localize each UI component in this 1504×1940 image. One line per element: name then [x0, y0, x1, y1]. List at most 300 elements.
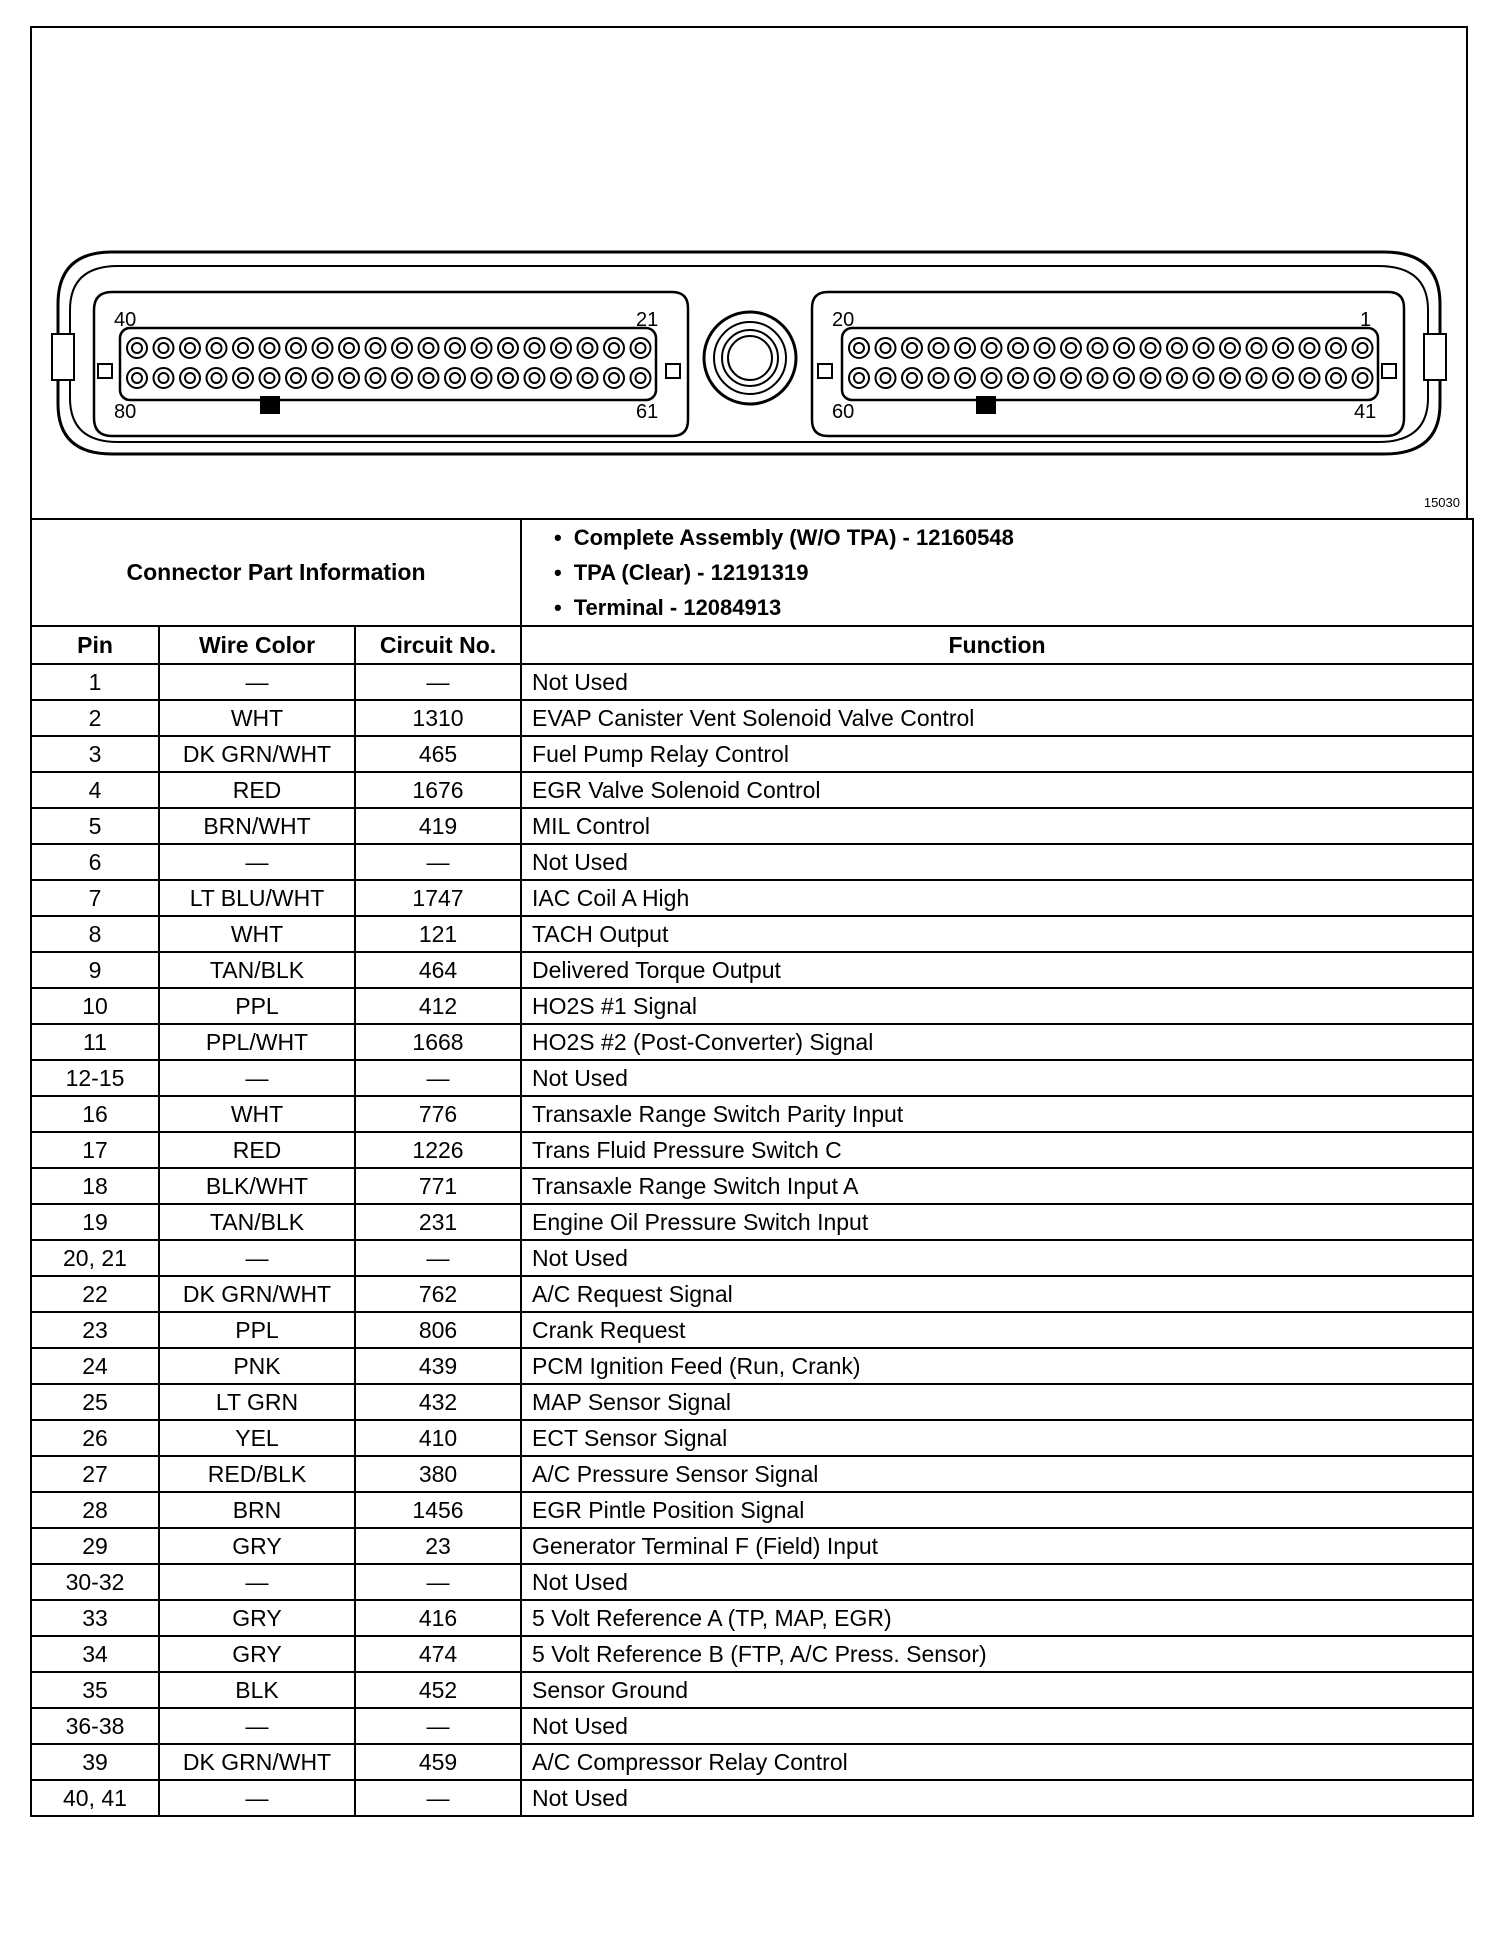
pin-cell: 12-15	[31, 1060, 159, 1096]
pin-terminal-center	[1172, 343, 1182, 353]
table-row	[31, 1564, 1473, 1600]
pin-cell: 7	[31, 880, 159, 916]
pin-terminal	[472, 338, 492, 358]
circuit-cell: 459	[355, 1744, 521, 1780]
function-cell: Engine Oil Pressure Switch Input	[521, 1204, 1473, 1240]
circuit-cell: 771	[355, 1168, 521, 1204]
pin-cell: 22	[31, 1276, 159, 1312]
pin-terminal-center	[1305, 343, 1315, 353]
circuit-cell: 1310	[355, 700, 521, 736]
pin-terminal	[604, 338, 624, 358]
polarization-key	[976, 396, 996, 414]
table-row	[31, 952, 1473, 988]
pin-terminal	[180, 368, 200, 388]
pin-terminal-center	[987, 343, 997, 353]
center-bolt-ring	[722, 330, 778, 386]
pin-cell: 20, 21	[31, 1240, 159, 1276]
function-cell: A/C Request Signal	[521, 1276, 1473, 1312]
function-cell: Trans Fluid Pressure Switch C	[521, 1132, 1473, 1168]
pin-terminal	[1008, 368, 1028, 388]
wire-color-cell: —	[159, 1708, 355, 1744]
pin-terminal	[1114, 368, 1134, 388]
function-cell: Fuel Pump Relay Control	[521, 736, 1473, 772]
pin-cell: 34	[31, 1636, 159, 1672]
wire-color-cell: RED	[159, 1132, 355, 1168]
wire-color-cell: WHT	[159, 916, 355, 952]
pin-terminal-center	[1358, 343, 1368, 353]
wire-color-cell: GRY	[159, 1600, 355, 1636]
wire-color-cell: BLK	[159, 1672, 355, 1708]
table-row	[31, 1312, 1473, 1348]
pin-terminal-center	[503, 373, 513, 383]
wire-color-cell: WHT	[159, 1096, 355, 1132]
pin-terminal-center	[1146, 373, 1156, 383]
wire-color-cell: TAN/BLK	[159, 1204, 355, 1240]
pin-terminal-center	[132, 373, 142, 383]
pin-cell: 29	[31, 1528, 159, 1564]
pin-cell: 23	[31, 1312, 159, 1348]
header-pin: Pin	[31, 626, 159, 664]
pin-terminal-center	[397, 343, 407, 353]
table-row	[31, 1060, 1473, 1096]
table-row	[31, 772, 1473, 808]
pin-terminal	[180, 338, 200, 358]
pin-terminal	[1114, 338, 1134, 358]
pin-terminal-center	[1252, 373, 1262, 383]
pin-terminal-center	[238, 373, 248, 383]
table-row	[31, 736, 1473, 772]
pin-cell: 28	[31, 1492, 159, 1528]
pin-terminal	[1167, 338, 1187, 358]
center-bolt-outer	[704, 312, 796, 404]
circuit-cell: 1668	[355, 1024, 521, 1060]
circuit-cell: —	[355, 1780, 521, 1816]
pin-label-21: 21	[636, 309, 659, 331]
wire-color-cell: GRY	[159, 1528, 355, 1564]
pin-cell: 24	[31, 1348, 159, 1384]
table-row	[31, 1348, 1473, 1384]
function-cell: TACH Output	[521, 916, 1473, 952]
pin-terminal-center	[1331, 373, 1341, 383]
pin-terminal	[1326, 368, 1346, 388]
pin-terminal	[876, 338, 896, 358]
function-cell: Transaxle Range Switch Parity Input	[521, 1096, 1473, 1132]
connector-info-row	[31, 519, 1473, 626]
pin-terminal-center	[397, 373, 407, 383]
pin-terminal-center	[960, 343, 970, 353]
pin-terminal-center	[1225, 373, 1235, 383]
circuit-cell: 1747	[355, 880, 521, 916]
wire-color-cell: PPL	[159, 1312, 355, 1348]
pin-terminal-center	[881, 343, 891, 353]
function-cell: Crank Request	[521, 1312, 1473, 1348]
pin-terminal	[154, 368, 174, 388]
pin-terminal-center	[185, 343, 195, 353]
pin-terminal-center	[291, 343, 301, 353]
wire-color-cell: BRN	[159, 1492, 355, 1528]
pin-terminal	[1220, 338, 1240, 358]
table-row	[31, 700, 1473, 736]
wire-color-cell: —	[159, 664, 355, 700]
pin-terminal	[233, 338, 253, 358]
pin-terminal	[313, 338, 333, 358]
function-cell: MIL Control	[521, 808, 1473, 844]
pin-terminal-center	[1199, 373, 1209, 383]
wire-color-cell: —	[159, 1780, 355, 1816]
pin-terminal	[1141, 368, 1161, 388]
wire-color-cell: —	[159, 1240, 355, 1276]
pin-terminal-center	[371, 373, 381, 383]
pin-cell: 5	[31, 808, 159, 844]
circuit-cell: —	[355, 844, 521, 880]
function-cell: Sensor Ground	[521, 1672, 1473, 1708]
pin-terminal	[127, 368, 147, 388]
pin-terminal	[631, 338, 651, 358]
pin-terminal	[1300, 368, 1320, 388]
pin-terminal-center	[934, 343, 944, 353]
pin-terminal-center	[450, 343, 460, 353]
table-row	[31, 664, 1473, 700]
wire-color-cell: —	[159, 1060, 355, 1096]
pin-terminal-center	[1040, 373, 1050, 383]
pin-cell: 10	[31, 988, 159, 1024]
pin-terminal-center	[636, 373, 646, 383]
pin-terminal-center	[477, 373, 487, 383]
table-row	[31, 1240, 1473, 1276]
pin-terminal-center	[265, 373, 275, 383]
wire-color-cell: DK GRN/WHT	[159, 1276, 355, 1312]
table-row	[31, 1204, 1473, 1240]
key-square	[98, 364, 112, 378]
pin-terminal	[1088, 338, 1108, 358]
pin-terminal-center	[318, 373, 328, 383]
pin-terminal	[876, 368, 896, 388]
pin-terminal	[498, 338, 518, 358]
wire-color-cell: —	[159, 844, 355, 880]
right-latch	[1424, 334, 1446, 380]
pin-terminal	[849, 338, 869, 358]
pin-terminal-center	[907, 343, 917, 353]
pin-terminal	[1353, 338, 1373, 358]
pin-terminal-center	[1278, 343, 1288, 353]
pin-cell: 3	[31, 736, 159, 772]
header-circuit-no: Circuit No.	[355, 626, 521, 664]
function-cell: Not Used	[521, 844, 1473, 880]
center-bolt-inner	[728, 336, 772, 380]
pin-terminal-center	[609, 373, 619, 383]
pin-terminal-center	[1013, 373, 1023, 383]
pin-terminal-center	[238, 343, 248, 353]
pin-terminal-center	[318, 343, 328, 353]
pin-terminal	[1273, 338, 1293, 358]
circuit-cell: 1676	[355, 772, 521, 808]
pin-terminal	[929, 338, 949, 358]
wire-color-cell: RED/BLK	[159, 1456, 355, 1492]
pin-terminal-center	[881, 373, 891, 383]
function-cell: Not Used	[521, 664, 1473, 700]
table-row	[31, 1672, 1473, 1708]
pin-terminal	[260, 338, 280, 358]
pin-terminal-center	[583, 343, 593, 353]
function-cell: A/C Pressure Sensor Signal	[521, 1456, 1473, 1492]
wire-color-cell: DK GRN/WHT	[159, 1744, 355, 1780]
pin-terminal	[578, 338, 598, 358]
function-cell: IAC Coil A High	[521, 880, 1473, 916]
pin-terminal-center	[1252, 343, 1262, 353]
pin-terminal	[1194, 368, 1214, 388]
wire-color-cell: RED	[159, 772, 355, 808]
pin-terminal	[929, 368, 949, 388]
pin-cell: 25	[31, 1384, 159, 1420]
function-cell: HO2S #1 Signal	[521, 988, 1473, 1024]
function-cell: ECT Sensor Signal	[521, 1420, 1473, 1456]
circuit-cell: 806	[355, 1312, 521, 1348]
pin-terminal	[849, 368, 869, 388]
table-row	[31, 1636, 1473, 1672]
table-row	[31, 1420, 1473, 1456]
pin-terminal	[551, 368, 571, 388]
pin-terminal	[313, 368, 333, 388]
pin-cell: 9	[31, 952, 159, 988]
pin-terminal-center	[477, 343, 487, 353]
pin-terminal-center	[1172, 373, 1182, 383]
pin-terminal-center	[424, 373, 434, 383]
connector-diagram	[32, 28, 1470, 522]
pin-terminal-center	[1013, 343, 1023, 353]
pin-terminal	[1326, 338, 1346, 358]
pin-terminal-center	[1305, 373, 1315, 383]
circuit-cell: 432	[355, 1384, 521, 1420]
function-cell: Delivered Torque Output	[521, 952, 1473, 988]
circuit-cell: 452	[355, 1672, 521, 1708]
pin-cell: 33	[31, 1600, 159, 1636]
pin-terminal	[419, 368, 439, 388]
wire-color-cell: PNK	[159, 1348, 355, 1384]
table-row	[31, 808, 1473, 844]
pin-cell: 17	[31, 1132, 159, 1168]
pin-label-60: 60	[832, 401, 855, 423]
pin-cell: 19	[31, 1204, 159, 1240]
pin-cell: 2	[31, 700, 159, 736]
pin-terminal-center	[1278, 373, 1288, 383]
pin-terminal	[902, 338, 922, 358]
pin-terminal	[339, 338, 359, 358]
pin-cell: 16	[31, 1096, 159, 1132]
pin-terminal	[631, 368, 651, 388]
circuit-cell: 121	[355, 916, 521, 952]
table-row	[31, 880, 1473, 916]
function-cell: Not Used	[521, 1240, 1473, 1276]
circuit-cell: 410	[355, 1420, 521, 1456]
pin-label-80: 80	[114, 401, 137, 423]
pin-terminal-center	[854, 343, 864, 353]
circuit-cell: 474	[355, 1636, 521, 1672]
pin-terminal-center	[185, 373, 195, 383]
function-cell: Generator Terminal F (Field) Input	[521, 1528, 1473, 1564]
pin-cell: 27	[31, 1456, 159, 1492]
pin-terminal	[604, 368, 624, 388]
pin-terminal	[366, 338, 386, 358]
pin-terminal	[982, 338, 1002, 358]
pin-terminal-center	[344, 373, 354, 383]
function-cell: Transaxle Range Switch Input A	[521, 1168, 1473, 1204]
pin-terminal	[1167, 368, 1187, 388]
connector-info-item: • TPA (Clear) - 12191319	[554, 555, 1462, 590]
pin-terminal	[445, 338, 465, 358]
pin-terminal-center	[503, 343, 513, 353]
pin-terminal	[286, 338, 306, 358]
pin-terminal	[955, 338, 975, 358]
pin-terminal-center	[1040, 343, 1050, 353]
pin-terminal	[472, 368, 492, 388]
pin-terminal	[982, 368, 1002, 388]
pin-cell: 11	[31, 1024, 159, 1060]
right-pin-block	[842, 328, 1378, 400]
pin-terminal-center	[636, 343, 646, 353]
polarization-key	[260, 396, 280, 414]
pin-terminal	[498, 368, 518, 388]
pin-label-1: 1	[1360, 309, 1372, 331]
key-square	[818, 364, 832, 378]
pin-cell: 4	[31, 772, 159, 808]
function-cell: HO2S #2 (Post-Converter) Signal	[521, 1024, 1473, 1060]
pin-terminal-center	[854, 373, 864, 383]
pin-terminal-center	[583, 373, 593, 383]
circuit-cell: 1456	[355, 1492, 521, 1528]
connector-diagram-panel	[30, 26, 1468, 520]
pin-cell: 1	[31, 664, 159, 700]
right-pin-block-frame	[812, 292, 1404, 436]
pin-terminal	[1300, 338, 1320, 358]
pin-terminal-center	[609, 343, 619, 353]
connector-info-item: • Complete Assembly (W/O TPA) - 12160548	[554, 520, 1462, 555]
function-cell: Not Used	[521, 1060, 1473, 1096]
function-cell: MAP Sensor Signal	[521, 1384, 1473, 1420]
pinout-sheet	[30, 26, 1472, 1928]
pin-terminal-center	[1225, 343, 1235, 353]
pin-terminal-center	[934, 373, 944, 383]
pin-terminal	[127, 338, 147, 358]
pin-terminal-center	[530, 343, 540, 353]
function-cell: Not Used	[521, 1564, 1473, 1600]
circuit-cell: 776	[355, 1096, 521, 1132]
header-function: Function	[521, 626, 1473, 664]
table-row	[31, 1780, 1473, 1816]
pin-cell: 6	[31, 844, 159, 880]
function-cell: EVAP Canister Vent Solenoid Valve Control	[521, 700, 1473, 736]
wire-color-cell: BLK/WHT	[159, 1168, 355, 1204]
pin-terminal	[1008, 338, 1028, 358]
pin-terminal	[207, 338, 227, 358]
pin-label-20: 20	[832, 309, 855, 331]
table-row	[31, 1528, 1473, 1564]
function-cell: Not Used	[521, 1780, 1473, 1816]
circuit-cell: 380	[355, 1456, 521, 1492]
pin-terminal	[1088, 368, 1108, 388]
function-cell: Not Used	[521, 1708, 1473, 1744]
pin-label-40: 40	[114, 309, 137, 331]
table-row	[31, 916, 1473, 952]
wire-color-cell: BRN/WHT	[159, 808, 355, 844]
table-row	[31, 1384, 1473, 1420]
pin-terminal	[207, 368, 227, 388]
pin-terminal	[260, 368, 280, 388]
circuit-cell: 464	[355, 952, 521, 988]
circuit-cell: —	[355, 1708, 521, 1744]
pin-label-41: 41	[1354, 401, 1377, 423]
pin-terminal	[339, 368, 359, 388]
pin-terminal-center	[212, 373, 222, 383]
pin-terminal-center	[159, 343, 169, 353]
table-row	[31, 1096, 1473, 1132]
figure-number: 15030	[1423, 495, 1460, 510]
table-header-row	[31, 626, 1473, 664]
pin-terminal	[551, 338, 571, 358]
table-row	[31, 844, 1473, 880]
pin-terminal-center	[556, 343, 566, 353]
pin-terminal	[366, 368, 386, 388]
pin-terminal	[525, 338, 545, 358]
table-row	[31, 1024, 1473, 1060]
pin-terminal	[445, 368, 465, 388]
pin-terminal-center	[132, 343, 142, 353]
connector-info-details	[521, 519, 1473, 626]
pin-cell: 30-32	[31, 1564, 159, 1600]
pin-terminal	[1247, 338, 1267, 358]
key-square	[666, 364, 680, 378]
table-row	[31, 1600, 1473, 1636]
pin-terminal	[1273, 368, 1293, 388]
function-cell: A/C Compressor Relay Control	[521, 1744, 1473, 1780]
pin-cell: 8	[31, 916, 159, 952]
pin-terminal	[578, 368, 598, 388]
left-pin-block	[120, 328, 656, 400]
connector-info-label: Connector Part Information	[31, 519, 521, 626]
pin-terminal	[1061, 338, 1081, 358]
pin-cell: 26	[31, 1420, 159, 1456]
pin-terminal	[1035, 338, 1055, 358]
function-cell: EGR Pintle Position Signal	[521, 1492, 1473, 1528]
table-row	[31, 1132, 1473, 1168]
pin-terminal-center	[556, 373, 566, 383]
left-pin-block-frame	[94, 292, 688, 436]
wire-color-cell: PPL/WHT	[159, 1024, 355, 1060]
wire-color-cell: GRY	[159, 1636, 355, 1672]
pin-terminal-center	[1093, 373, 1103, 383]
wire-color-cell: YEL	[159, 1420, 355, 1456]
pin-terminal-center	[1119, 373, 1129, 383]
connector-info-item: • Terminal - 12084913	[554, 590, 1462, 625]
pin-cell: 39	[31, 1744, 159, 1780]
pin-terminal-center	[212, 343, 222, 353]
pinout-table	[30, 518, 1474, 1817]
pin-terminal-center	[1093, 343, 1103, 353]
pin-terminal-center	[960, 373, 970, 383]
circuit-cell: 419	[355, 808, 521, 844]
pin-label-61: 61	[636, 401, 659, 423]
header-wire-color: Wire Color	[159, 626, 355, 664]
pin-terminal-center	[987, 373, 997, 383]
pin-terminal	[1194, 338, 1214, 358]
pin-terminal-center	[1066, 373, 1076, 383]
pin-terminal-center	[450, 373, 460, 383]
wire-color-cell: —	[159, 1564, 355, 1600]
pin-terminal	[525, 368, 545, 388]
pin-cell: 18	[31, 1168, 159, 1204]
pin-terminal-center	[159, 373, 169, 383]
circuit-cell: —	[355, 1060, 521, 1096]
pin-terminal	[233, 368, 253, 388]
